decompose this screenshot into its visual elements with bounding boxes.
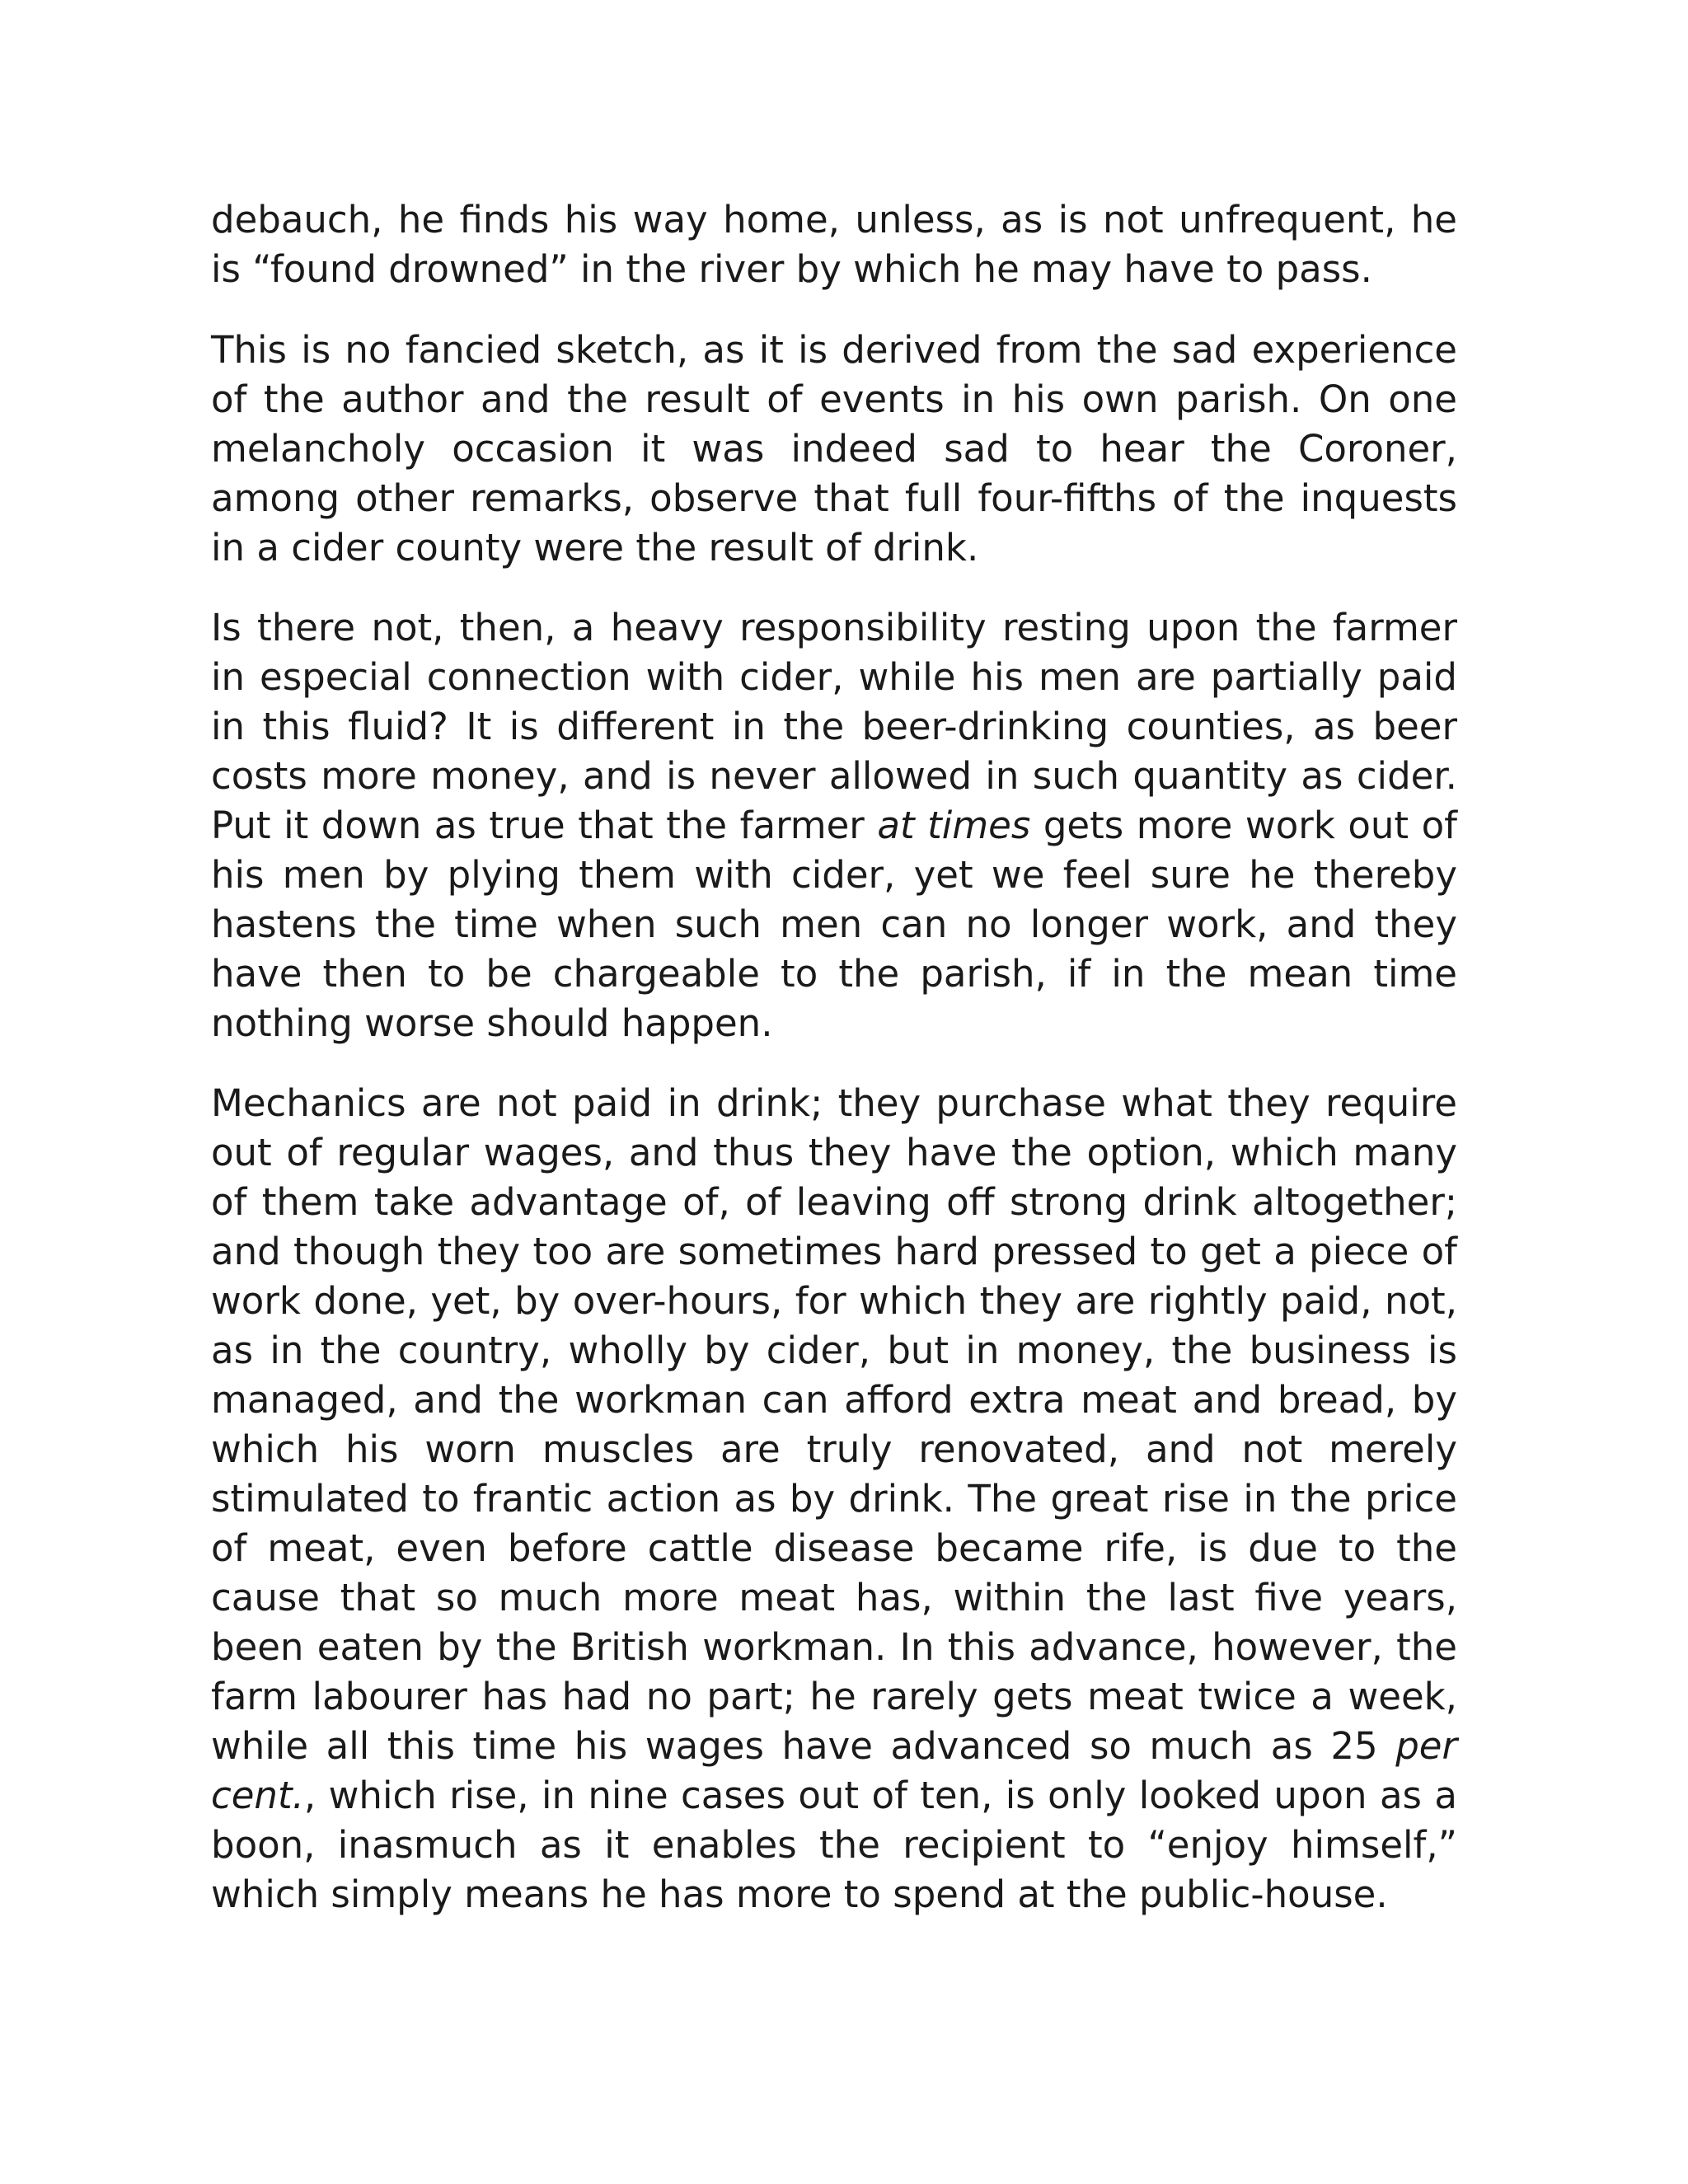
- paragraph-3: [211, 603, 1457, 1048]
- italic-phrase: per cent.: [211, 1724, 1457, 1817]
- paragraph-text: This is no fancied sketch, as it is derived from the sad experience of the author and the result of events in his own parish. On one melancholy occasion it was indeed sad to hear the Coroner, among other remarks, observe that full four-fifths of the inquests in a cider county were the result of drink.: [211, 328, 1457, 569]
- paragraph-text: Mechanics are not paid in drink; they purchase what they require out of regular wages, and thus they have the option, which many of them take advantage of, of leaving off strong drink altogether; and though they too are sometimes hard pressed to get a piece of work done, yet, by over-hours, for which they are rightly paid, not, as in the country, wholly by cider, but in money, the business is managed, and the workman can afford extra meat and bread, by which his worn muscles are truly renovated, and not merely stimulated to frantic action as by drink. The great rise in the price of meat, even before cattle disease became rife, is due to the cause that so much more meat has, within the last five years, been eaten by the British workman. In this advance, however, the farm labourer has had no part; he rarely gets meat twice a week, while all this time his wages have advanced so much as 25: [211, 1081, 1457, 1768]
- italic-phrase: at times: [877, 804, 1031, 847]
- paragraph-4: [211, 1079, 1457, 1919]
- paragraph-text: Is there not, then, a heavy responsibility resting upon the farmer in especial connection with cider, while his men are partially paid in this fluid? It is different in the beer-drinking counties, as beer costs more money, and is never allowed in such quantity as cider. Put it down as true that the farmer: [211, 606, 1457, 847]
- paragraph-1: [211, 195, 1457, 294]
- paragraph-text: debauch, he finds his way home, unless, as is not unfrequent, he is “found drowned” in the river by which he may have to pass.: [211, 198, 1457, 291]
- paragraph-text: , which rise, in nine cases out of ten, is only looked upon as a boon, inasmuch as it enables the recipient to “enjoy himself,” which simply means he has more to spend at the public-house.: [211, 1774, 1457, 1916]
- paragraph-text: gets more work out of his men by plying them with cider, yet we feel sure he thereby hastens the time when such men can no longer work, and they have then to be chargeable to the parish, if in the mean time nothing worse should happen.: [211, 804, 1457, 1045]
- page-body: [211, 195, 1457, 1950]
- paragraph-2: [211, 326, 1457, 573]
